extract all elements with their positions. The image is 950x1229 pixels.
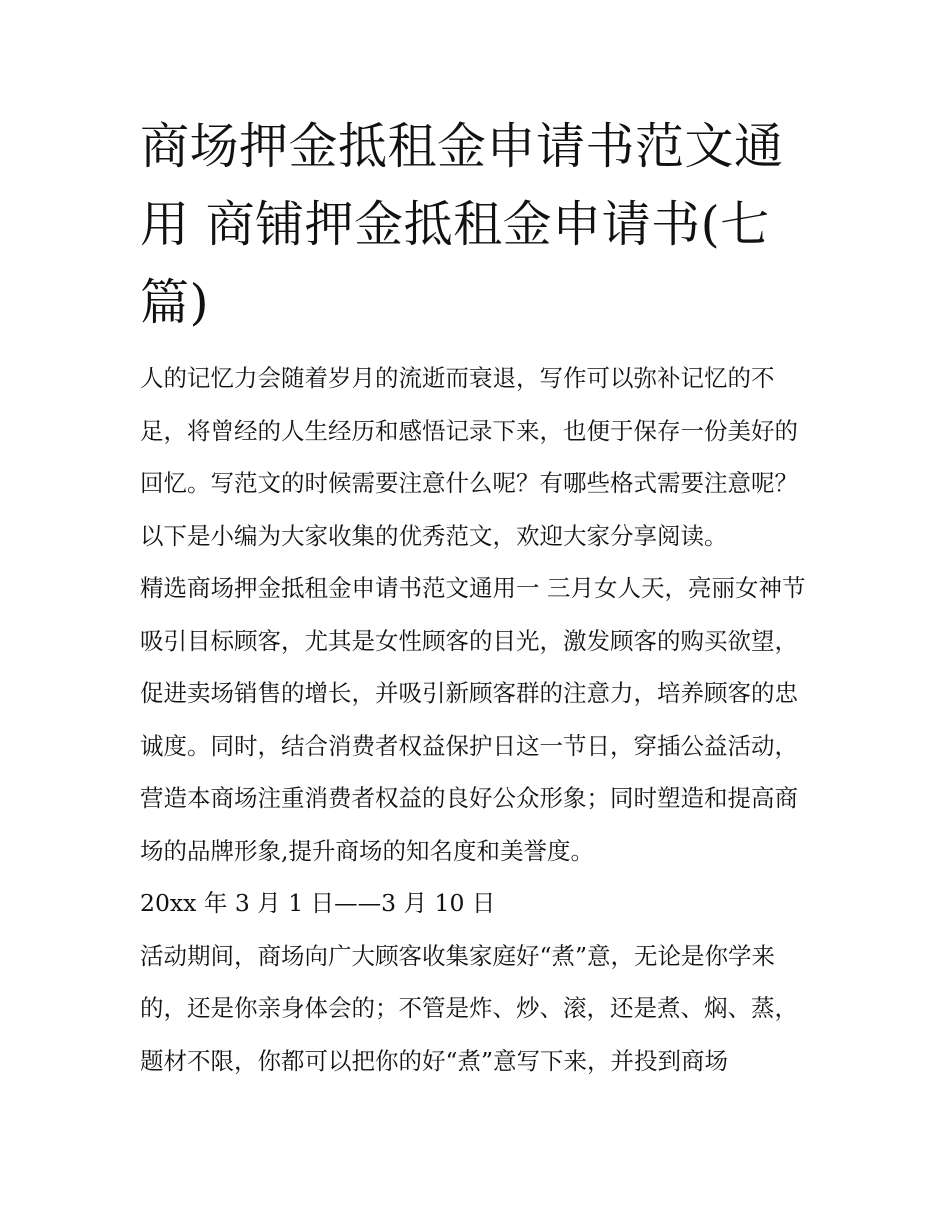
document-body [140,352,820,1087]
date-range-paragraph: 20xx 年 3 月 1 日——3 月 10 日 [140,889,496,917]
intro-paragraph: 人的记忆力会随着岁月的流逝而衰退，写作可以弥补记忆的不足，将曾经的人生经历和感悟记录下来，也便于保存一份美好的回忆。写范文的时候需要注意什么呢？有哪些格式需要注意呢？以下是小编为大家收集的优秀范文，欢迎大家分享阅读。 [140,364,798,550]
section-heading: 精选商场押金抵租金申请书范文通用一 三月女人天，亮丽女神节 [140,574,806,602]
purpose-paragraph: 吸引目标顾客，尤其是女性顾客的目光，激发顾客的购买欲望，促进卖场销售的增长，并吸引新顾客群的注意力，培养顾客的忠诚度。同时，结合消费者权益保护日这一节日，穿插公益活动，营造本商场注重消费者权益的良好公众形象；同时塑造和提高商场的品牌形象,提升商场的知名度和美誉度。 [140,626,798,865]
activity-paragraph: 活动期间，商场向广大顾客收集家庭好“煮”意，无论是你学来的，还是你亲身体会的；不管是炸、炒、滚，还是煮、焖、蒸，题材不限，你都可以把你的好“煮”意写下来，并投到商场 [140,941,798,1075]
document-title: 商场押金抵租金申请书范文通用 商铺押金抵租金申请书(七篇) [140,118,784,331]
